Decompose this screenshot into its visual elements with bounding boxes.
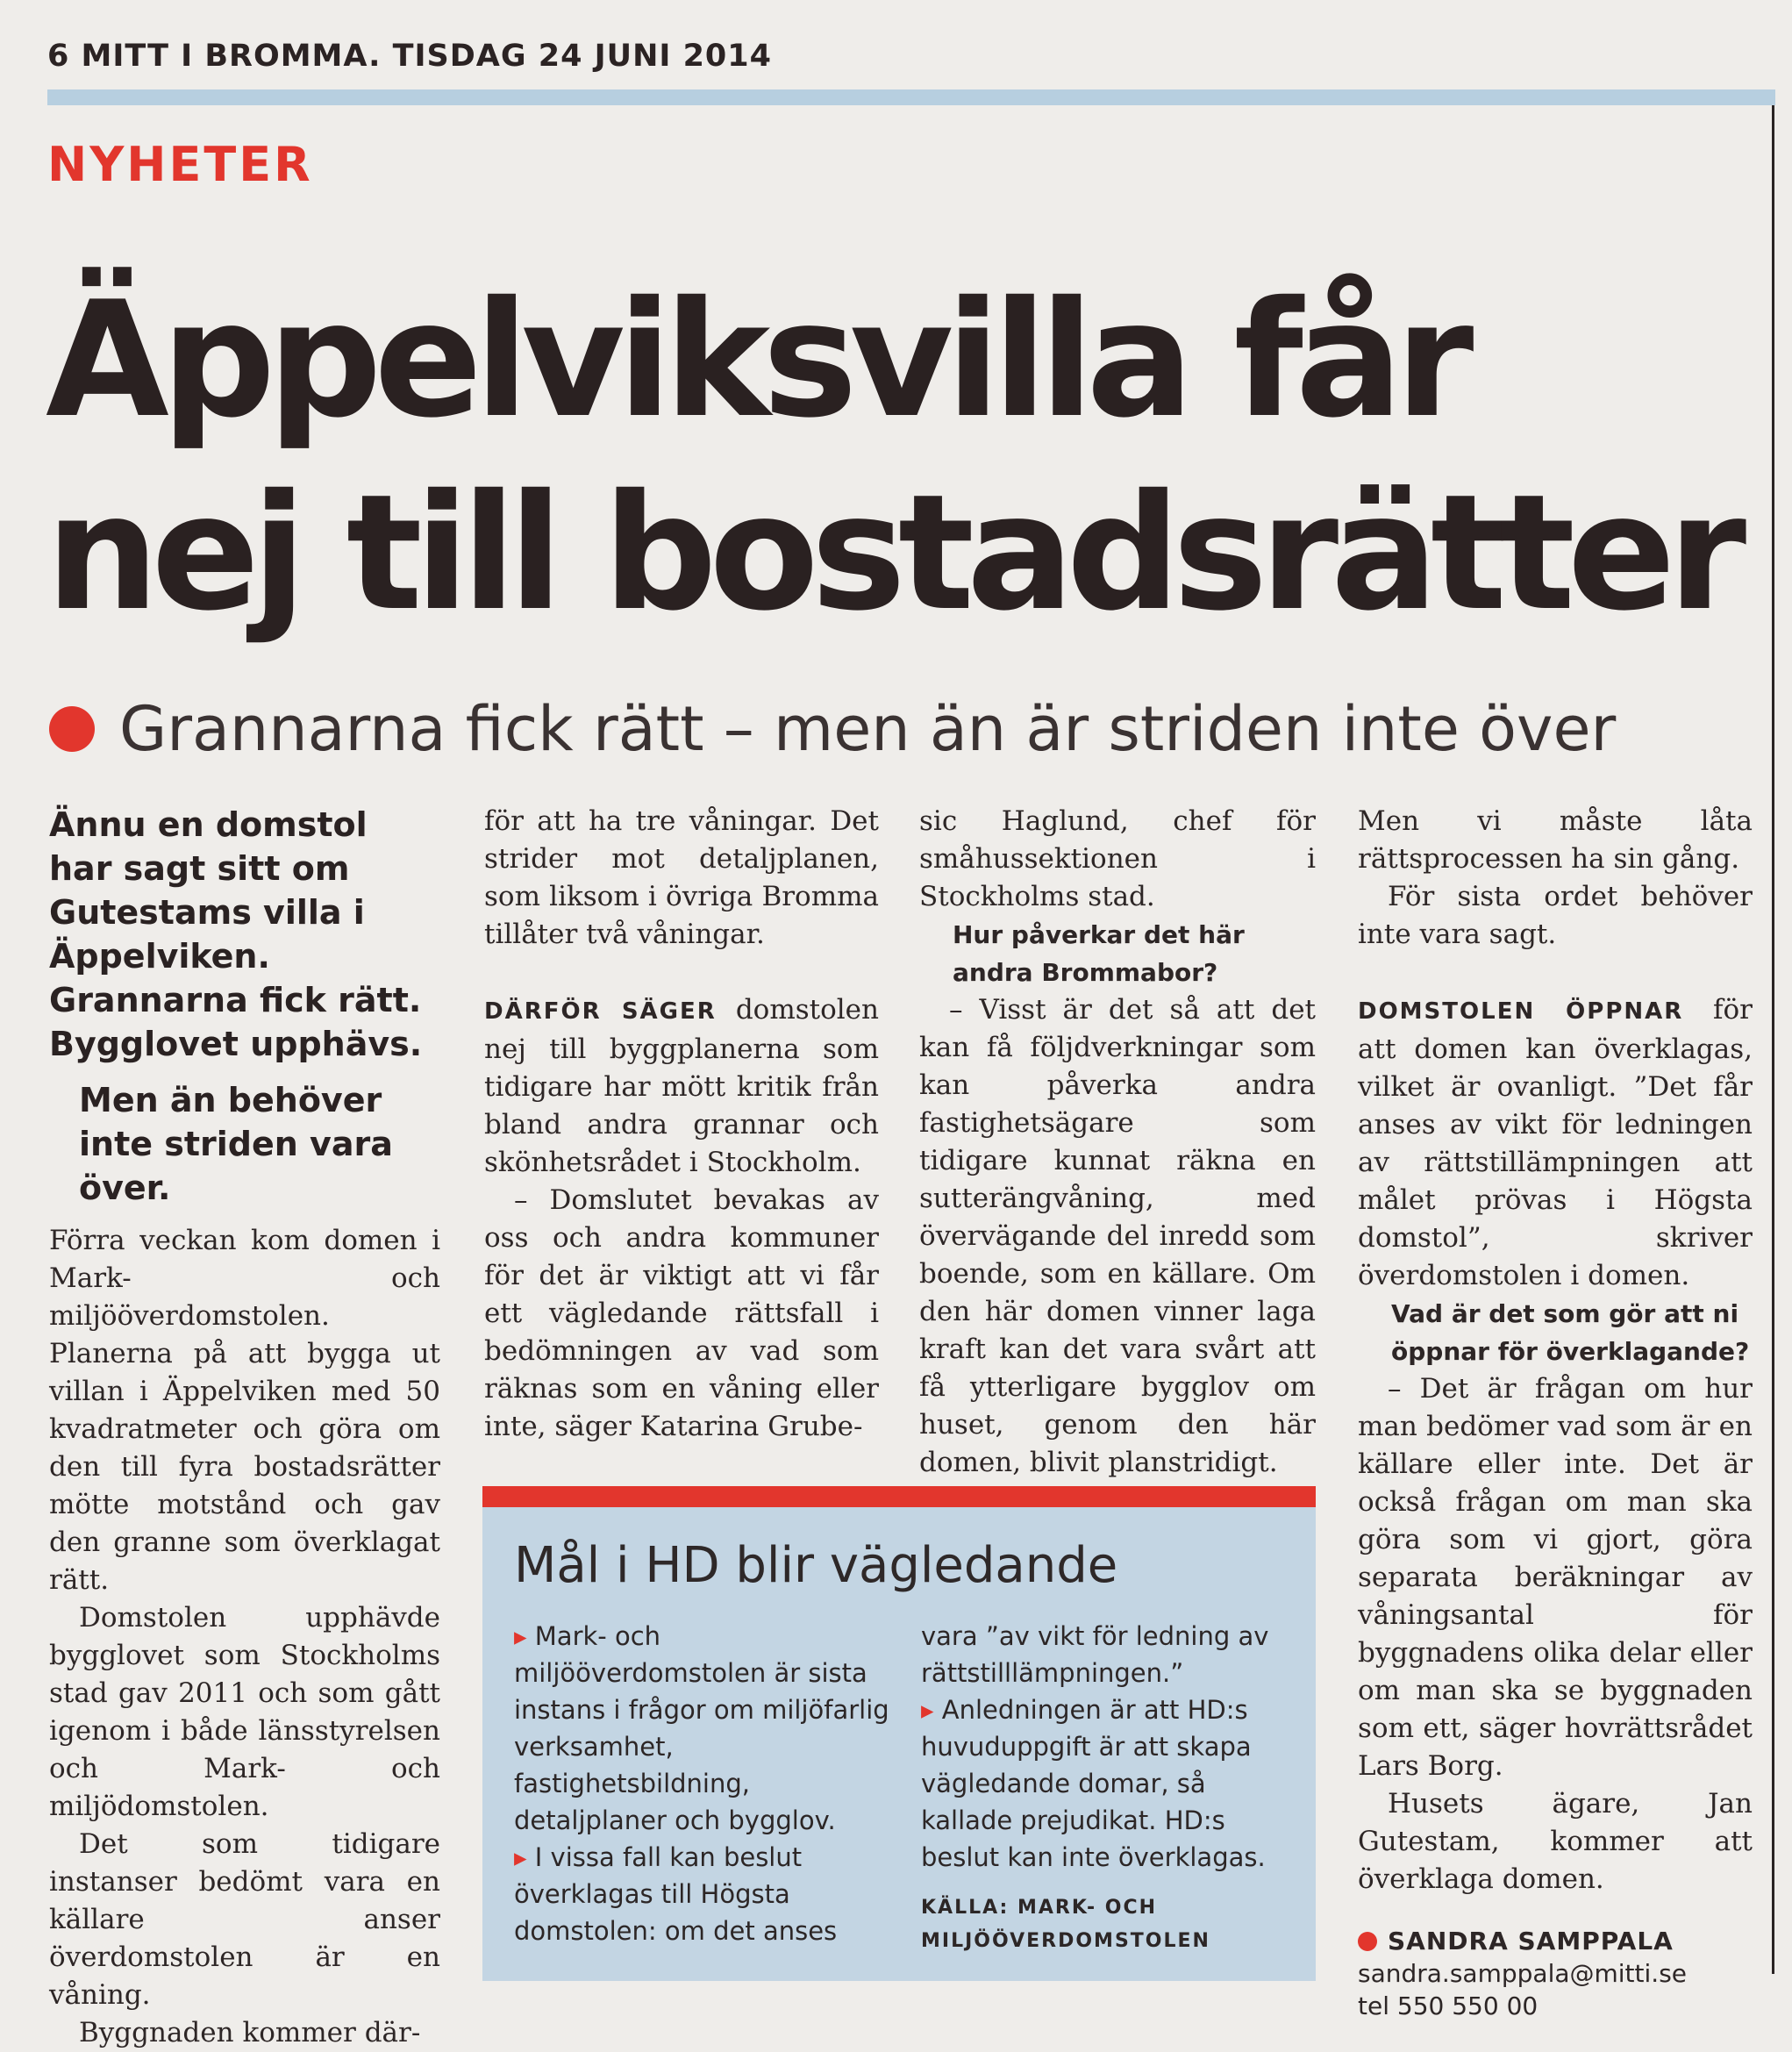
quote-paragraph: – Domslutet bevakas av oss och andra kommuner för det är viktigt att vi får ett vägledande rättsfall i bedömningen av vad som räknas som en våning eller inte, säger Katarina Grube- (484, 1184, 879, 1442)
fact-box-source: KÄLLA: MARK- OCH MILJÖÖVERDOMSTOLEN (921, 1897, 1210, 1952)
article-column-2 (484, 803, 879, 1446)
headline (46, 263, 1765, 649)
page-folio: 6 MITT I BROMMA. TISDAG 24 JUNI 2014 (47, 39, 772, 74)
paragraph-gap (484, 954, 879, 991)
bullet-triangle-icon: ▸ (514, 1621, 527, 1651)
fact-item (921, 1691, 1298, 1876)
body-paragraph: för att ha tre våningar. Det strider mot detaljplanen, som liksom i övriga Bromma tillåter två våningar. (484, 805, 879, 950)
interview-question: Vad är det som gör att ni öppnar för överklagande? (1391, 1299, 1750, 1366)
body-paragraph: Husets ägare, Jan Gutestam, kommer att överklaga domen. (1358, 1788, 1753, 1895)
interview-question: Hur påverkar det här andra Brommabor? (953, 920, 1245, 987)
paragraph-text: domstolen nej till byggplanerna som tidigare har mött kritik från bland andra grannar och skönhetsrådet i Stockholm. (484, 994, 879, 1178)
fact-item-text: I vissa fall kan beslut överklagas till Högsta domstolen: om det anses (514, 1842, 838, 1946)
byline-phone: tel 550 550 00 (1358, 1991, 1539, 2020)
headline-line-2: nej till bostadsrätter (46, 460, 1739, 646)
article-column-3 (919, 803, 1316, 1482)
byline-email: sandra.samppala@mitti.se (1358, 1959, 1688, 1988)
interview-answer: – Det är frågan om hur man bedömer vad som är en källare eller inte. Det är också frågan om man ska göra som vi gjort, göra separata beräkningar av våningsantal för byggnadens olika delar eller om man ska se byggnaden som ett, säger hovrättsrådet Lars Borg. (1358, 1373, 1753, 1782)
fact-box (482, 1486, 1316, 1981)
paragraph-kicker: DÄRFÖR SÄGER (484, 998, 717, 1025)
paragraph-gap (1358, 954, 1753, 991)
lead-paragraph: Ännu en domstol har sagt sitt om Gutestams villa i Äppelviken. Grannarna fick rätt. Bygglovet upphävs. (49, 805, 423, 1063)
subheadline (49, 693, 1616, 765)
fact-box-title: Mål i HD blir vägledande (514, 1537, 1118, 1594)
bullet-triangle-icon: ▸ (921, 1695, 934, 1725)
bullet-dot-icon (49, 706, 95, 752)
fact-item-text: Anledningen är att HD:s huvuduppgift är att skapa vägledande domar, så kallade prejudikat. HD:s beslut kan inte överklagas. (921, 1695, 1266, 1872)
column-divider (1772, 105, 1774, 1974)
fact-item-continued: vara ”av vikt för ledning av rättstilllämpningen.” (921, 1621, 1269, 1688)
lead-paragraph-2: Men än behöver inte striden vara över. (79, 1081, 393, 1207)
body-paragraph: Förra veckan kom domen i Mark- och miljööverdomstolen. Planerna på att bygga ut villan i Äppelviken med 50 kvadratmeter och göra om den till fyra bostadsrätter mötte motstånd och gav den granne som överklagat rätt. (49, 1225, 440, 1596)
subheadline-text: Grannarna fick rätt – men än är striden inte över (119, 693, 1617, 765)
body-paragraph (484, 991, 879, 1182)
body-paragraph: Men vi måste låta rättsprocessen ha sin gång. (1358, 805, 1753, 875)
body-paragraph: Byggnaden kommer där- (79, 2017, 421, 2048)
body-paragraph: Domstolen upphävde bygglovet som Stockholms stad gav 2011 och som gått igenom i både länsstyrelsen och Mark- och miljödomstolen. (49, 1602, 440, 1822)
fact-box-column-1 (514, 1618, 891, 1949)
paragraph-kicker: DOMSTOLEN ÖPPNAR (1358, 998, 1684, 1025)
byline-name: SANDRA SAMPPALA (1388, 1927, 1674, 1955)
body-paragraph: sic Haglund, chef för småhussektionen i Stockholms stad. (919, 805, 1316, 912)
paragraph-text: för att domen kan överklagas, vilket är ovanligt. ”Det får anses av vikt för ledningen av rättstillämpningen att målet prövas i Högsta domstol”, skriver överdomstolen i domen. (1358, 994, 1753, 1291)
bullet-triangle-icon: ▸ (514, 1842, 527, 1872)
fact-box-column-2 (921, 1618, 1298, 1958)
fact-item-text: Mark- och miljööverdomstolen är sista instans i frågor om miljöfarlig verksamhet, fastighetsbildning, detaljplaner och bygglov. (514, 1621, 889, 1835)
body-paragraph: Det som tidigare instanser bedömt vara en källare anser överdomstolen är en våning. (49, 1828, 440, 2011)
interview-answer: – Visst är det så att det kan få följdverkningar som kan påverka andra fastighetsägare som tidigare kunnat räkna en sutterängvåning, med övervägande del inredd som boende, som en källare. Om den här domen vinner laga kraft kan det vara svårt att få ytterligare bygglov om huset, genom den här domen, blivit planstridigt. (919, 994, 1316, 1478)
section-label: NYHETER (47, 137, 313, 192)
top-color-bar (47, 89, 1775, 105)
body-paragraph: För sista ordet behöver inte vara sagt. (1358, 881, 1753, 950)
article-column-1 (49, 803, 440, 2052)
fact-item (514, 1839, 891, 1949)
byline (1358, 1925, 1753, 2022)
body-paragraph (1358, 991, 1753, 1295)
byline-dot-icon (1358, 1932, 1377, 1951)
fact-item (514, 1618, 891, 1839)
article-column-4 (1358, 803, 1753, 2022)
headline-line-1: Äppelviksvilla får (46, 267, 1467, 453)
